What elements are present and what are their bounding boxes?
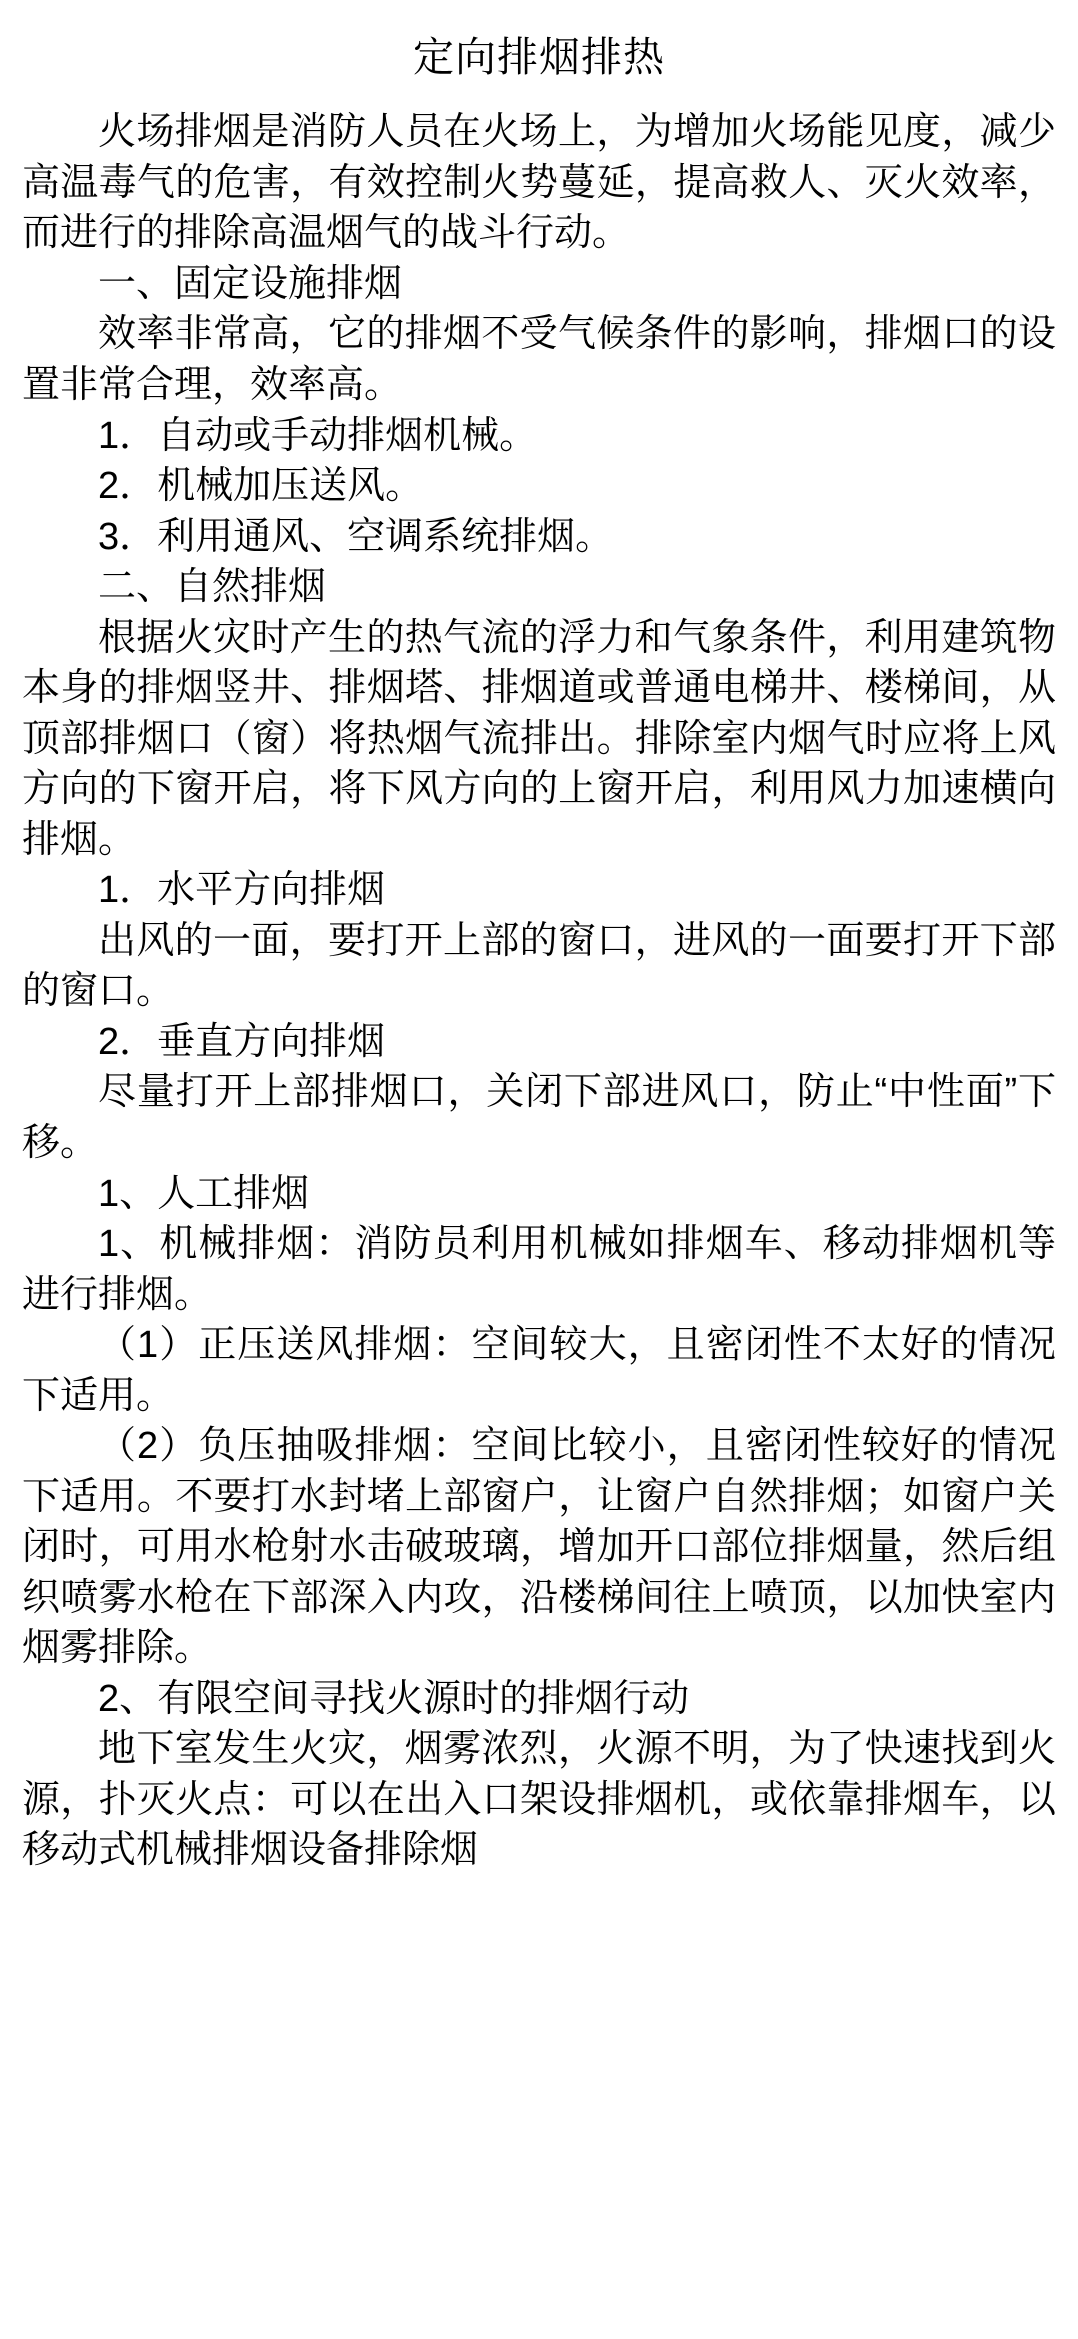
list-item: 1、机械排烟：消防员利用机械如排烟车、移动排烟机等进行排烟。	[22, 1223, 1056, 1316]
list-item: 1．自动或手动排烟机械。	[98, 414, 538, 457]
list-item: 2．机械加压送风。	[98, 465, 424, 508]
section-heading: 一、固定设施排烟	[98, 262, 403, 305]
paragraph: 根据火灾时产生的热气流的浮力和气象条件，利用建筑物本身的排烟竖井、排烟塔、排烟道或普通电梯井、楼梯间，从顶部排烟口（窗）将热烟气流排出。排除室内烟气时应将上风方向的下窗开启，将下风方向的上窗开启，利用风力加速横向排烟。	[22, 616, 1056, 861]
list-item: 2．垂直方向排烟	[98, 1020, 386, 1063]
paragraph: 尽量打开上部排烟口，关闭下部进风口，防止“中性面”下移。	[22, 1071, 1056, 1164]
paragraph: 火场排烟是消防人员在火场上，为增加火场能见度，减少高温毒气的危害，有效控制火势蔓延，提高救人、灭火效率，而进行的排除高温烟气的战斗行动。	[22, 111, 1056, 255]
section-heading: 二、自然排烟	[98, 566, 327, 609]
list-item: 3．利用通风、空调系统排烟。	[98, 515, 614, 558]
section-heading: 1、人工排烟	[98, 1172, 310, 1215]
page-title: 定向排烟排热	[413, 34, 665, 80]
paragraph: 地下室发生火灾，烟雾浓烈，火源不明，为了快速找到火源，扑灭火点：可以在出入口架设排烟机，或依靠排烟车，以移动式机械排烟设备排除烟	[22, 1728, 1056, 1872]
list-item: （2）负压抽吸排烟：空间比较小，且密闭性较好的情况下适用。不要打水封堵上部窗户，让窗户自然排烟；如窗户关闭时，可用水枪射水击破玻璃，增加开口部位排烟量，然后组织喷雾水枪在下部深入内攻，沿楼梯间往上喷顶，以加快室内烟雾排除。	[22, 1425, 1056, 1670]
paragraph: 效率非常高，它的排烟不受气候条件的影响，排烟口的设置非常合理，效率高。	[22, 313, 1056, 406]
list-item: （1）正压送风排烟：空间较大，且密闭性不太好的情况下适用。	[22, 1324, 1056, 1417]
paragraph: 出风的一面，要打开上部的窗口，进风的一面要打开下部的窗口。	[22, 919, 1056, 1013]
list-item: 1．水平方向排烟	[98, 869, 386, 912]
section-heading: 2、有限空间寻找火源时的排烟行动	[98, 1677, 690, 1720]
